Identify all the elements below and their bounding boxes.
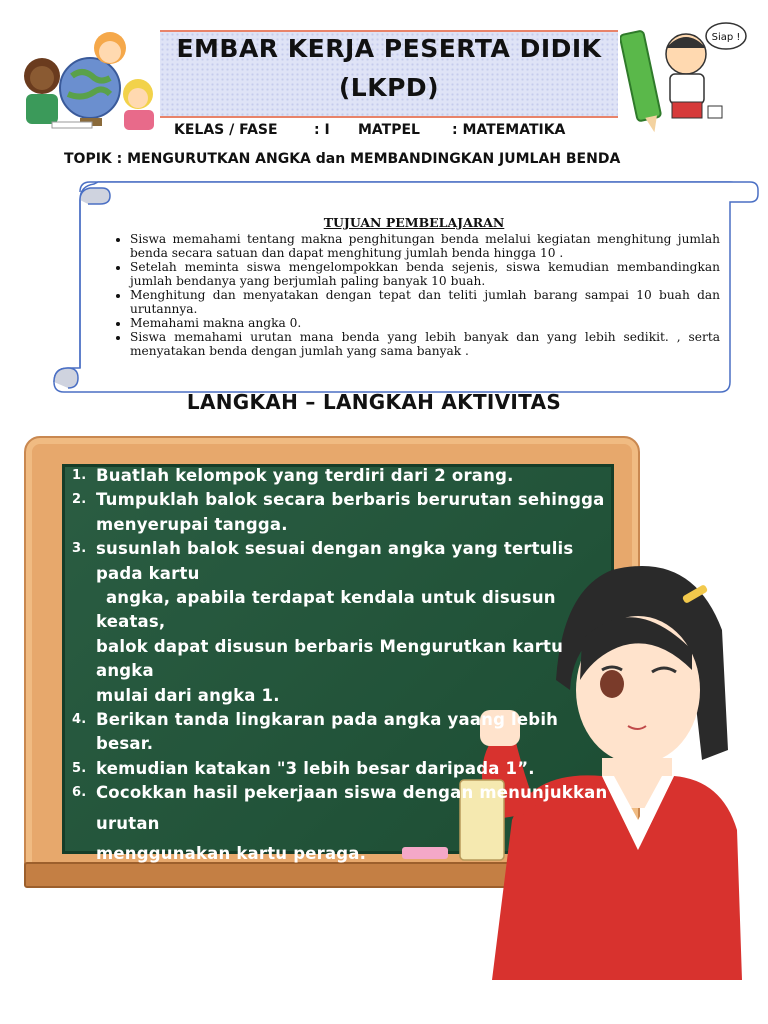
objective-item: • Siswa memahami tentang makna penghitungan benda melalui kegiatan menghitung jumlah benda secara satuan dan dapat menghitung jumlah benda hingga 10 . [130, 232, 720, 260]
boy-pencil-illustration [620, 14, 750, 136]
step-text: angka, apabila terdapat kendala untuk disusun [100, 588, 556, 608]
step-number: 5. [72, 760, 87, 776]
step-6 [72, 781, 672, 866]
objective-item: • Setelah meminta siswa mengelompokkan benda sejenis, siswa kemudian membandingkan jumlah bendanya yang berjumlah paling banyak 10 buah. [130, 260, 720, 288]
activities-heading: LANGKAH – LANGKAH AKTIVITAS [186, 390, 562, 414]
step-number: 2. [72, 492, 87, 508]
objective-item: • Menghitung dan menyatakan dengan tepat dan teliti jumlah barang sampai 10 buah dan urutannya. [130, 288, 720, 316]
page-title-line1: EMBAR KERJA PESERTA DIDIK [176, 34, 602, 63]
step-text: kemudian katakan "3 lebih besar daripada 1”. [96, 758, 535, 778]
topic-line: TOPIK : MENGURUTKAN ANGKA dan MEMBANDINGKAN JUMLAH BENDA [64, 151, 621, 167]
step-number: 6. [72, 785, 87, 801]
step-text: Buatlah kelompok yang terdiri dari 2 orang. [96, 466, 514, 485]
step-text: susunlah balok sesuai dengan angka yang tertulis [96, 539, 574, 559]
kelas-label: KELAS / FASE [174, 122, 278, 138]
matpel-label: MATPEL [358, 122, 420, 138]
step-3 [72, 537, 672, 708]
kids-globe-illustration [12, 26, 162, 136]
step-text: Berikan tanda lingkaran pada angka yaang lebih [96, 710, 559, 730]
objective-item: • Siswa memahami urutan mana benda yang lebih banyak dan yang lebih sedikit. , serta menyatakan benda dengan jumlah yang sama banyak . [130, 330, 720, 358]
step-text: urutan [96, 813, 160, 833]
step-5 [72, 757, 672, 781]
step-text: keatas, [96, 612, 166, 632]
step-text: pada kartu [96, 563, 200, 583]
step-text: besar. [96, 734, 154, 754]
page-title-line2: (LKPD) [338, 73, 440, 102]
step-text: balok dapat disusun berbaris Mengurutkan kartu [96, 636, 564, 656]
step-text: mulai dari angka 1. [96, 685, 280, 705]
step-number: 3. [72, 541, 87, 557]
step-2 [72, 488, 672, 537]
step-number: 4. [72, 712, 87, 728]
activity-steps [72, 464, 672, 867]
step-text: menggunakan kartu peraga. [96, 844, 367, 864]
step-text: angka [96, 661, 154, 681]
objective-item: • Memahami makna angka 0. [130, 316, 720, 330]
objectives-title: TUJUAN PEMBELAJARAN [323, 215, 505, 230]
learning-objectives [108, 216, 720, 358]
speech-bubble-text: Siap ! [711, 32, 741, 43]
matpel-value: : MATEMATIKA [452, 122, 566, 138]
step-text: Cocokkan hasil pekerjaan siswa dengan menunjukkan [96, 783, 608, 803]
kelas-value: : I [314, 122, 330, 138]
step-1 [72, 464, 672, 488]
step-text: Tumpuklah balok secara berbaris berurutan sehingga [96, 490, 605, 510]
step-number: 1. [72, 468, 87, 483]
step-text: menyerupai tangga. [96, 514, 288, 534]
objectives-list [108, 232, 720, 358]
step-4 [72, 708, 672, 757]
